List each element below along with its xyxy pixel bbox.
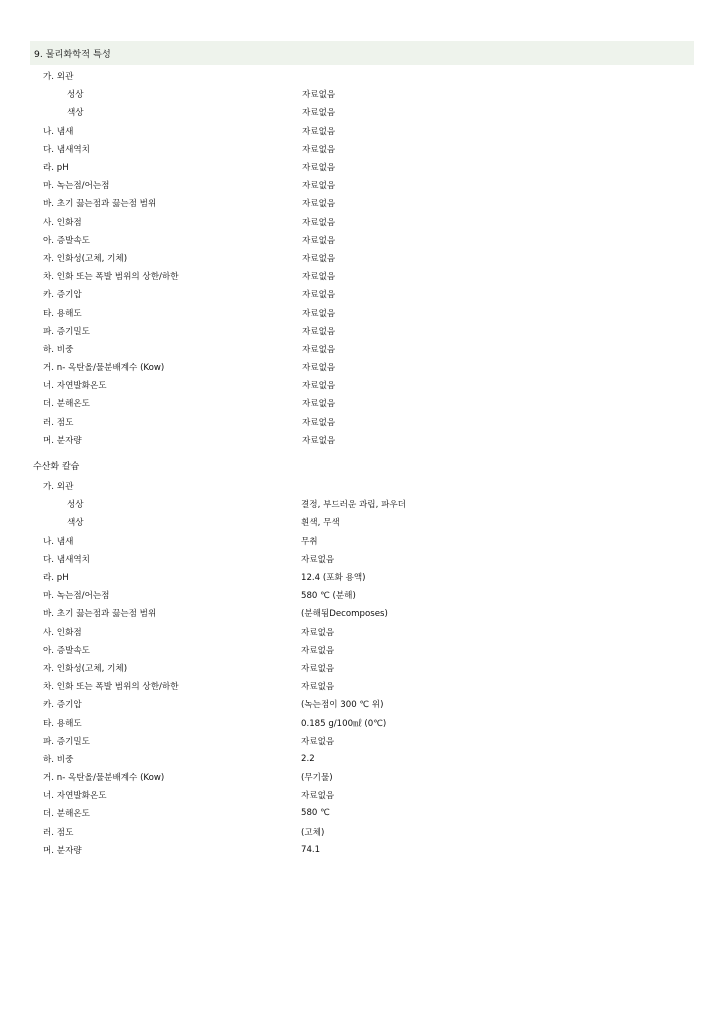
property-row [0,103,724,121]
property-row [0,550,724,568]
substance-title: 수산화 칼슘 [33,461,80,472]
property-label: 마. 녹는점/어는점 [43,181,110,192]
property-label: 러. 점도 [43,417,74,428]
property-row [0,823,724,841]
property-value: 74.1 [301,844,321,855]
property-row [0,140,724,158]
property-label: 더. 분해온도 [43,399,90,410]
property-value: 결정, 부드러운 과립, 파우더 [301,500,406,511]
property-row [0,67,724,85]
property-value: 자료없음 [302,435,336,446]
property-row [0,841,724,859]
property-value: 자료없음 [302,163,336,174]
property-value: 자료없음 [302,181,336,192]
property-value: 자료없음 [302,381,336,392]
property-label: 라. pH [43,163,69,174]
property-label: 색상 [67,108,84,119]
property-row [0,804,724,822]
property-label: 다. 냄새역치 [43,144,90,155]
property-value: (고체) [301,827,325,838]
property-value: 자료없음 [302,272,336,283]
property-label: 성상 [67,500,84,511]
property-row [0,285,724,303]
property-label: 하. 비중 [43,344,74,355]
property-value: 자료없음 [302,199,336,210]
property-value: 12.4 (포화 용액) [301,573,366,584]
property-row [0,477,724,495]
property-row [0,568,724,586]
property-label: 카. 증기압 [43,700,82,711]
property-value: 자료없음 [301,645,335,656]
section-header [30,41,694,65]
property-row [0,513,724,531]
property-row [0,532,724,550]
property-label: 바. 초기 끓는점과 끓는점 범위 [43,609,157,620]
property-label: 거. n- 옥탄올/물분배계수 (Kow) [43,363,165,374]
property-label: 가. 외관 [43,482,74,493]
properties-table-unspecified [0,67,724,449]
property-label: 머. 분자량 [43,435,82,446]
property-label: 자. 인화성(고체, 기체) [43,663,128,674]
property-label: 하. 비중 [43,754,74,765]
property-label: 너. 자연발화온도 [43,381,107,392]
property-label: 자. 인화성(고체, 기체) [43,253,128,264]
property-label: 아. 증발속도 [43,235,90,246]
property-row [0,249,724,267]
property-label: 타. 용해도 [43,308,82,319]
property-value: 자료없음 [302,217,336,228]
property-label: 차. 인화 또는 폭발 범위의 상한/하한 [43,682,179,693]
property-row [0,267,724,285]
property-row [0,303,724,321]
property-value: 자료없음 [301,627,335,638]
property-value: 자료없음 [302,290,336,301]
property-row [0,623,724,641]
property-value: 자료없음 [301,554,335,565]
property-row [0,732,724,750]
property-value: 자료없음 [302,417,336,428]
property-row [0,786,724,804]
property-value: 자료없음 [302,144,336,155]
property-row [0,586,724,604]
property-row [0,213,724,231]
property-value: 580 ℃ [301,808,330,819]
property-label: 파. 증기밀도 [43,326,90,337]
property-label: 너. 자연발화온도 [43,791,107,802]
property-value: 자료없음 [302,326,336,337]
property-row [0,659,724,677]
property-label: 차. 인화 또는 폭발 범위의 상한/하한 [43,272,179,283]
property-row [0,358,724,376]
property-label: 다. 냄새역치 [43,554,90,565]
property-value: 자료없음 [302,108,336,119]
property-label: 마. 녹는점/어는점 [43,591,110,602]
property-label: 색상 [67,518,84,529]
property-label: 아. 증발속도 [43,645,90,656]
property-row [0,641,724,659]
property-value: 자료없음 [302,308,336,319]
property-row [0,495,724,513]
property-row [0,376,724,394]
properties-table-calcium-hydroxide [0,477,724,859]
property-label: 나. 냄새 [43,536,74,547]
property-label: 사. 인화점 [43,217,82,228]
section-title: 9. 물리화학적 특성 [34,49,111,60]
property-row [0,750,724,768]
property-value: 0.185 g/100㎖ (0℃) [301,718,387,729]
property-row [0,695,724,713]
property-row [0,713,724,731]
property-row [0,340,724,358]
property-value: (녹는점이 300 ℃ 위) [301,700,384,711]
property-value: 자료없음 [302,363,336,374]
property-row [0,176,724,194]
property-label: 성상 [67,90,84,101]
property-label: 타. 용해도 [43,718,82,729]
property-value: 자료없음 [301,682,335,693]
property-row [0,231,724,249]
property-row [0,322,724,340]
property-label: 라. pH [43,573,69,584]
property-row [0,604,724,622]
property-row [0,158,724,176]
property-value: 자료없음 [302,344,336,355]
property-label: 파. 증기밀도 [43,736,90,747]
property-value: 자료없음 [302,90,336,101]
property-value: 2.2 [301,753,315,764]
property-row [0,431,724,449]
property-value: (분해됨Decomposes) [301,609,388,620]
property-row [0,677,724,695]
property-value: 자료없음 [301,791,335,802]
property-row [0,768,724,786]
property-value: 자료없음 [302,399,336,410]
substance-heading [33,456,79,474]
property-row [0,122,724,140]
property-label: 머. 분자량 [43,845,82,856]
property-value: 자료없음 [301,663,335,674]
property-value: 자료없음 [302,253,336,264]
property-value: 자료없음 [301,736,335,747]
property-value: 자료없음 [302,126,336,137]
property-label: 카. 증기압 [43,290,82,301]
property-label: 러. 점도 [43,827,74,838]
property-label: 바. 초기 끓는점과 끓는점 범위 [43,199,157,210]
property-row [0,85,724,103]
property-row [0,394,724,412]
property-value: (무기물) [301,773,333,784]
property-row [0,194,724,212]
property-label: 나. 냄새 [43,126,74,137]
property-value: 무취 [301,536,318,547]
property-label: 사. 인화점 [43,627,82,638]
property-row [0,413,724,431]
property-value: 흰색, 무색 [301,518,340,529]
property-value: 580 ℃ (분해) [301,591,356,602]
property-label: 가. 외관 [43,72,74,83]
property-label: 거. n- 옥탄올/물분배계수 (Kow) [43,773,165,784]
property-value: 자료없음 [302,235,336,246]
property-label: 더. 분해온도 [43,809,90,820]
